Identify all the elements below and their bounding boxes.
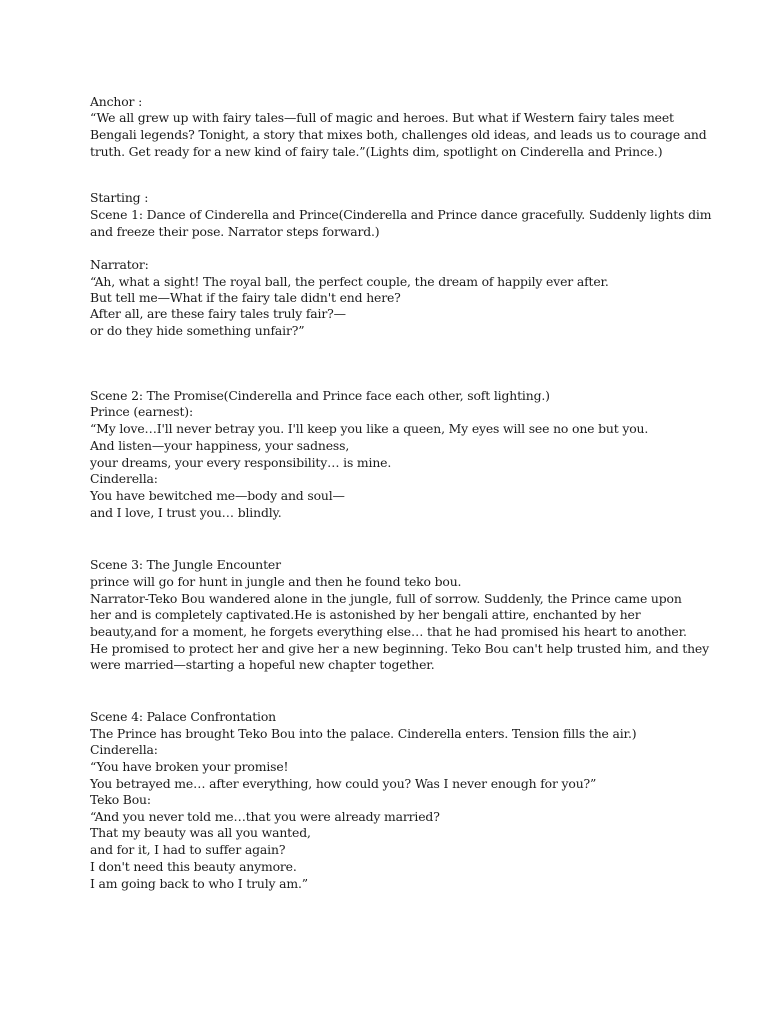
text-line: I am going back to who I truly am.” <box>90 876 308 891</box>
text-line: Prince (earnest): <box>90 404 194 419</box>
text-line: “And you never told me…that you were already married? <box>90 809 440 824</box>
text-line: Bengali legends? Tonight, a story that mixes both, challenges old ideas, and leads us to courage and <box>90 127 707 142</box>
text-line: her and is completely captivated.He is astonished by her bengali attire, enchanted by her <box>90 607 641 622</box>
text-line: Starting : <box>90 190 149 205</box>
text-line: and for it, I had to suffer again? <box>90 842 286 857</box>
text-line: and I love, I trust you… blindly. <box>90 505 282 520</box>
text-line: beauty,and for a moment, he forgets everything else… that he had promised his heart to another. <box>90 624 687 639</box>
text-line: Cinderella: <box>90 471 158 486</box>
text-line: And listen—your happiness, your sadness, <box>90 438 350 453</box>
text-line: and freeze their pose. Narrator steps forward.) <box>90 224 380 239</box>
text-line: were married—starting a hopeful new chapter together. <box>90 657 435 672</box>
text-line: You have bewitched me—body and soul— <box>90 488 345 503</box>
text-line: But tell me—What if the fairy tale didn't end here? <box>90 290 401 305</box>
text-line: The Prince has brought Teko Bou into the palace. Cinderella enters. Tension fills the air.) <box>90 726 637 741</box>
text-line: I don't need this beauty anymore. <box>90 859 297 874</box>
text-line: “We all grew up with fairy tales—full of magic and heroes. But what if Western fairy tales meet <box>90 110 674 125</box>
text-line: Narrator: <box>90 257 149 272</box>
text-line: Scene 1: Dance of Cinderella and Prince(Cinderella and Prince dance gracefully. Suddenly lights dim <box>90 207 712 222</box>
text-line: You betrayed me… after everything, how could you? Was I never enough for you?” <box>90 776 597 791</box>
text-line: Scene 4: Palace Confrontation <box>90 709 277 724</box>
text-line: Anchor : <box>90 94 143 109</box>
text-line: “Ah, what a sight! The royal ball, the perfect couple, the dream of happily ever after. <box>90 274 609 289</box>
text-line: Cinderella: <box>90 742 158 757</box>
text-line: He promised to protect her and give her a new beginning. Teko Bou can't help trusted him, and they <box>90 641 709 656</box>
text-line: Scene 2: The Promise(Cinderella and Prince face each other, soft lighting.) <box>90 388 550 403</box>
text-line: your dreams, your every responsibility… is mine. <box>90 455 392 470</box>
text-line: “My love…I'll never betray you. I'll keep you like a queen, My eyes will see no one but you. <box>90 421 649 436</box>
text-line: or do they hide something unfair?” <box>90 323 305 338</box>
text-line: After all, are these fairy tales truly fair?— <box>90 306 346 321</box>
text-line: truth. Get ready for a new kind of fairy tale.”(Lights dim, spotlight on Cinderella and Prince.) <box>90 144 663 159</box>
text-line: prince will go for hunt in jungle and then he found teko bou. <box>90 574 462 589</box>
text-line: That my beauty was all you wanted, <box>90 825 311 840</box>
text-line: Scene 3: The Jungle Encounter <box>90 557 281 572</box>
text-line: Narrator-Teko Bou wandered alone in the jungle, full of sorrow. Suddenly, the Prince came upon <box>90 591 682 606</box>
text-line: “You have broken your promise! <box>90 759 289 774</box>
text-line: Teko Bou: <box>90 792 151 807</box>
